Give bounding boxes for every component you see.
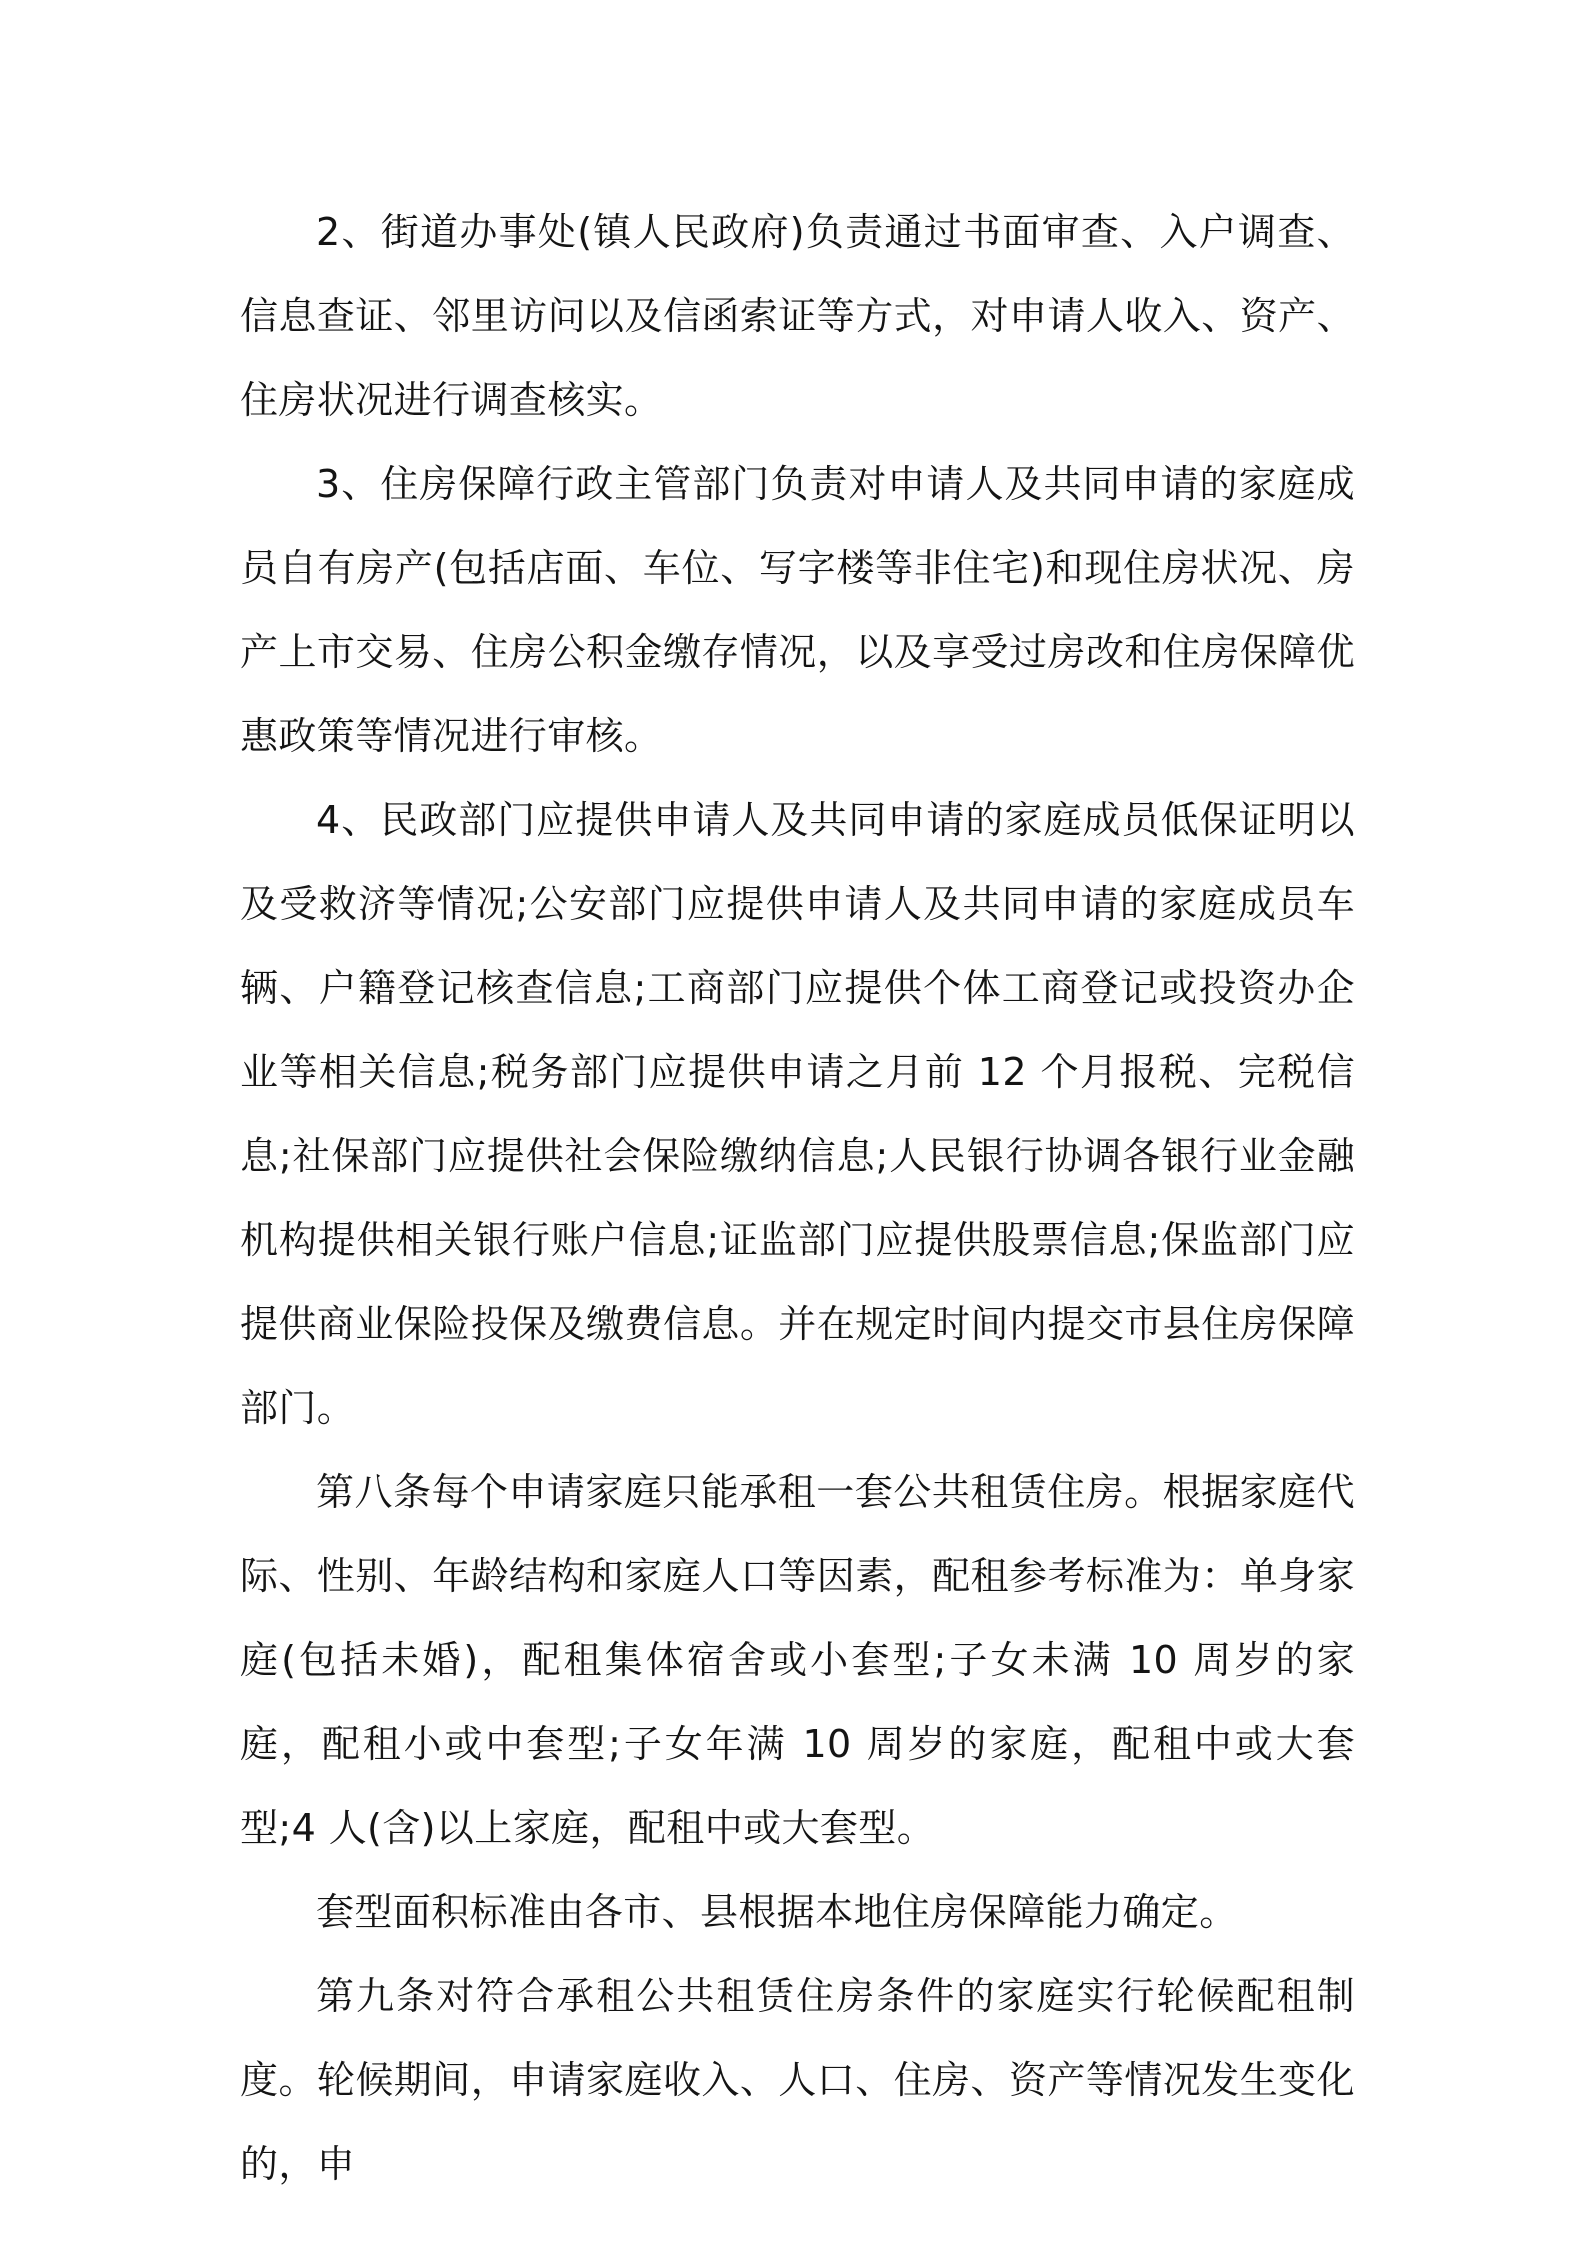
paragraph-street-office-verification: 2、街道办事处(镇人民政府)负责通过书面审查、入户调查、信息查证、邻里访问以及信函索证等方式，对申请人收入、资产、住房状况进行调查核实。 — [240, 210, 1355, 422]
paragraph-housing-authority-review: 3、住房保障行政主管部门负责对申请人及共同申请的家庭成员自有房产(包括店面、车位、写字楼等非住宅)和现住房状况、房产上市交易、住房公积金缴存情况，以及享受过房改和住房保障优惠政策等情况进行审核。 — [240, 462, 1355, 758]
paragraph-area-standard: 套型面积标准由各市、县根据本地住房保障能力确定。 — [316, 1890, 1238, 1934]
paragraph-article-9: 第九条对符合承租公共租赁住房条件的家庭实行轮候配租制度。轮候期间，申请家庭收入、人口、住房、资产等情况发生变化的，申 — [240, 1974, 1355, 2186]
document-body — [240, 190, 1355, 2206]
paragraph-department-information: 4、民政部门应提供申请人及共同申请的家庭成员低保证明以及受救济等情况;公安部门应提供申请人及共同申请的家庭成员车辆、户籍登记核查信息;工商部门应提供个体工商登记或投资办企业等相关信息;税务部门应提供申请之月前 12 个月报税、完税信息;社保部门应提供社会保险缴纳信息;人民银行协调各银行业金融机构提供相关银行账户信息;证监部门应提供股票信息;保监部门应提供商业保险投保及缴费信息。并在规定时间内提交市县住房保障部门。 — [240, 798, 1355, 1430]
paragraph-article-8: 第八条每个申请家庭只能承租一套公共租赁住房。根据家庭代际、性别、年龄结构和家庭人口等因素，配租参考标准为：单身家庭(包括未婚)，配租集体宿舍或小套型;子女未满 10 周岁的家庭，配租小或中套型;子女年满 10 周岁的家庭，配租中或大套型;4 人(含)以上家庭，配租中或大套型。 — [240, 1470, 1355, 1850]
